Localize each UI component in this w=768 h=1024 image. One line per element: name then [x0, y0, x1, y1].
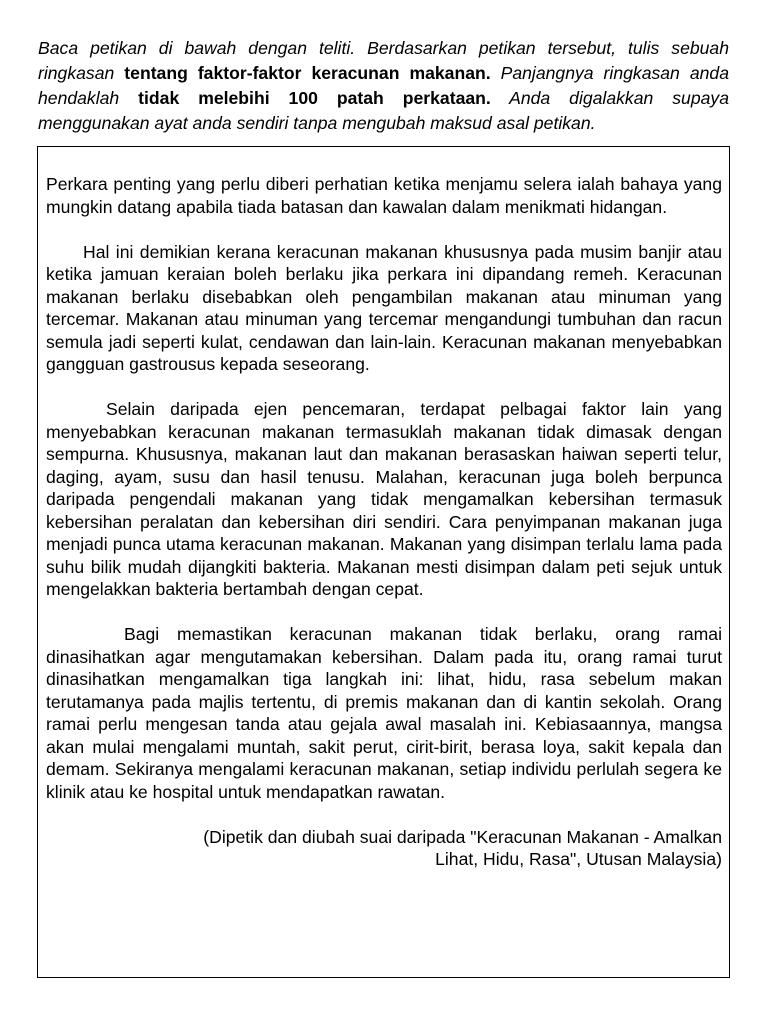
passage-paragraph-3: Selain daripada ejen pencemaran, terdapat pelbagai faktor lain yang menyebabkan keracunan makanan termasuklah makanan tidak dimasak dengan sempurna. Khususnya, makanan laut dan makanan berasaskan haiwan seperti telur, daging, ayam, susu dan hasil tenusu. Malahan, keracunan juga boleh berpunca daripada pengendali makanan yang tidak mengamalkan kebersihan termasuk kebersihan peralatan dan kebersihan diri sendiri. Cara penyimpanan makanan juga menjadi punca utama keracunan makanan. Makanan yang disimpan terlalu lama pada suhu bilik mudah dijangkiti bakteria. Makanan mesti disimpan dalam peti sejuk untuk mengelakkan bakteria bertambah dengan cepat. — [46, 399, 722, 599]
passage — [46, 173, 722, 871]
instructions-text-1: Baca petikan di bawah dengan teliti. Berdasarkan petikan tersebut, tulis sebuah ringkasan — [38, 38, 729, 83]
instructions — [38, 36, 729, 136]
passage-source — [46, 826, 722, 871]
passage-box — [37, 146, 730, 978]
instructions-bold-limit: tidak melebihi 100 patah perkataan. — [138, 88, 491, 108]
passage-source-line-2: Lihat, Hidu, Rasa", Utusan Malaysia) — [435, 849, 722, 869]
passage-paragraph-1: Perkara penting yang perlu diberi perhatian ketika menjamu selera ialah bahaya yang mungkin datang apabila tiada batasan dan kawalan dalam menikmati hidangan. — [46, 174, 722, 217]
passage-paragraph-2: Hal ini demikian kerana keracunan makanan khususnya pada musim banjir atau ketika jamuan keraian boleh berlaku jika perkara ini dipandang remeh. Keracunan makanan berlaku disebabkan oleh pengambilan makanan atau minuman yang tercemar. Makanan atau minuman yang tercemar mengandungi tumbuhan dan racun semula jadi seperti kulat, cendawan dan lain-lain. Keracunan makanan menyebabkan gangguan gastrousus kepada seseorang. — [46, 241, 722, 374]
passage-paragraph-4: Bagi memastikan keracunan makanan tidak berlaku, orang ramai dinasihatkan agar mengutamakan kebersihan. Dalam pada itu, orang ramai turut dinasihatkan mengamalkan tiga langkah ini: lihat, hidu, rasa sebelum makan terutamanya pada majlis tertentu, di premis makanan dan di kantin sekolah. Orang ramai perlu mengesan tanda atau gejala awal masalah ini. Kebiasaannya, mangsa akan mulai mengalami muntah, sakit perut, cirit-birit, berasa loya, sakit kepala dan demam. Sekiranya mengalami keracunan makanan, setiap individu perlulah segera ke klinik atau ke hospital untuk mendapatkan rawatan. — [46, 624, 722, 802]
instructions-text-2: Panjangnya ringkasan anda hendaklah — [38, 63, 729, 108]
passage-source-line-1: (Dipetik dan diubah suai daripada "Keracunan Makanan - Amalkan — [203, 826, 722, 847]
instructions-text-3: Anda digalakkan supaya menggunakan ayat anda sendiri tanpa mengubah maksud asal petikan. — [38, 88, 729, 133]
instructions-bold-topic: tentang faktor-faktor keracunan makanan. — [124, 63, 491, 83]
